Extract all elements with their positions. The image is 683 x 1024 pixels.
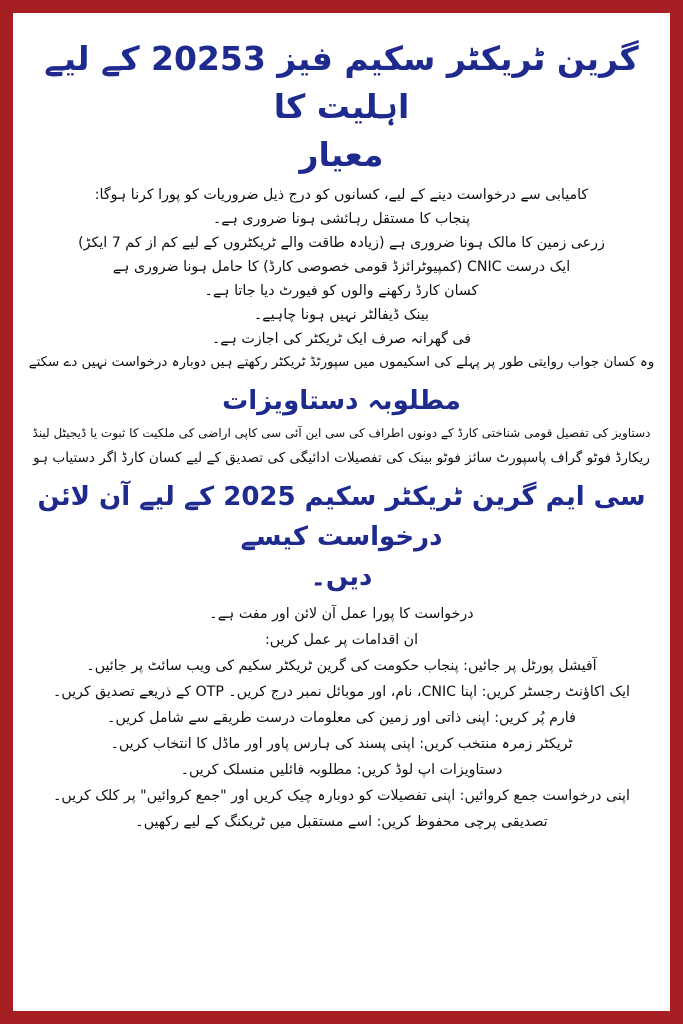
apply-heading-line-2: دیں۔ — [310, 562, 373, 592]
title-line-1: گرین ٹریکٹر سکیم فیز 20253 کے لیے اہلیت کا — [44, 39, 639, 126]
title-line-2: معیار — [299, 135, 384, 174]
eligibility-item: فی گھرانہ صرف ایک ٹریکٹر کی اجازت ہے۔ — [211, 331, 472, 347]
apply-intro: درخواست کا پورا عمل آن لائن اور مفت ہے۔ — [209, 606, 474, 622]
eligibility-section — [13, 183, 670, 375]
documents-line: ریکارڈ فوٹو گراف پاسپورٹ سائز فوٹو بینک کی تفصیلات ادائیگی کی تصدیق کے لیے کسان کارڈ اگر دستیاب ہو — [33, 450, 650, 466]
eligibility-item: ایک درست CNIC (کمپیوٹرائزڈ قومی خصوصی کارڈ) کا حامل ہونا ضروری ہے — [112, 259, 571, 275]
page-title — [29, 35, 654, 179]
documents-section — [13, 381, 670, 471]
eligibility-item: پنجاب کا مستقل رہائشی ہونا ضروری ہے۔ — [212, 211, 471, 227]
apply-step: ایک اکاؤنٹ رجسٹر کریں: اپنا CNIC، نام، اور موبائل نمبر درج کریں۔ OTP کے ذریعے تصدیق کریں۔ — [53, 684, 630, 700]
eligibility-item: وہ کسان جواب روایتی طور پر پہلے کی اسکیموں میں سپورٹڈ ٹریکٹر رکھتے ہیں دوبارہ درخواست نہیں دے سکتے — [28, 355, 655, 370]
eligibility-item: زرعی زمین کا مالک ہونا ضروری ہے (زیادہ طاقت والے ٹریکٹروں کے لیے کم از کم 7 ایکڑ) — [78, 235, 605, 251]
eligibility-item: کسان کارڈ رکھنے والوں کو فیورٹ دیا جاتا ہے۔ — [204, 283, 479, 299]
documents-heading: مطلوبہ دستاویزات — [222, 386, 461, 416]
apply-step: اپنی درخواست جمع کروائیں: اپنی تفصیلات کو دوبارہ چیک کریں اور "جمع کروائیں" پر کلک کریں۔ — [53, 788, 630, 804]
documents-line: دستاویز کی تفصیل قومی شناختی کارڈ کے دونوں اطراف کی سی این آئی سی کاپی اراضی کی ملکیت کا ثبوت یا ڈیجیٹل لینڈ — [32, 426, 651, 440]
eligibility-intro: کامیابی سے درخواست دینے کے لیے، کسانوں کو درج ذیل ضروریات کو پورا کرنا ہوگا: — [94, 187, 589, 203]
apply-step: دستاویزات اپ لوڈ کریں: مطلوبہ فائلیں منسلک کریں۔ — [180, 762, 503, 778]
apply-step: فارم پُر کریں: اپنی ذاتی اور زمین کی معلومات درست طریقے سے شامل کریں۔ — [107, 710, 576, 726]
steps-intro: ان اقدامات پر عمل کریں: — [264, 632, 419, 648]
article-page — [13, 13, 670, 1011]
apply-step: ٹریکٹر زمرہ منتخب کریں: اپنی پسند کی ہارس پاور اور ماڈل کا انتخاب کریں۔ — [110, 736, 573, 752]
apply-section — [13, 477, 670, 835]
apply-steps — [13, 601, 670, 835]
eligibility-item: بینک ڈیفالٹر نہیں ہونا چاہیے۔ — [253, 307, 430, 323]
apply-step: آفیشل پورٹل پر جائیں: پنجاب حکومت کی گرین ٹریکٹر سکیم کی ویب سائٹ پر جائیں۔ — [86, 658, 597, 674]
apply-heading-line-1: سی ایم گرین ٹریکٹر سکیم 2025 کے لیے آن لائن درخواست کیسے — [37, 482, 646, 552]
apply-step: تصدیقی پرچی محفوظ کریں: اسے مستقبل میں ٹریکنگ کے لیے رکھیں۔ — [135, 814, 548, 830]
